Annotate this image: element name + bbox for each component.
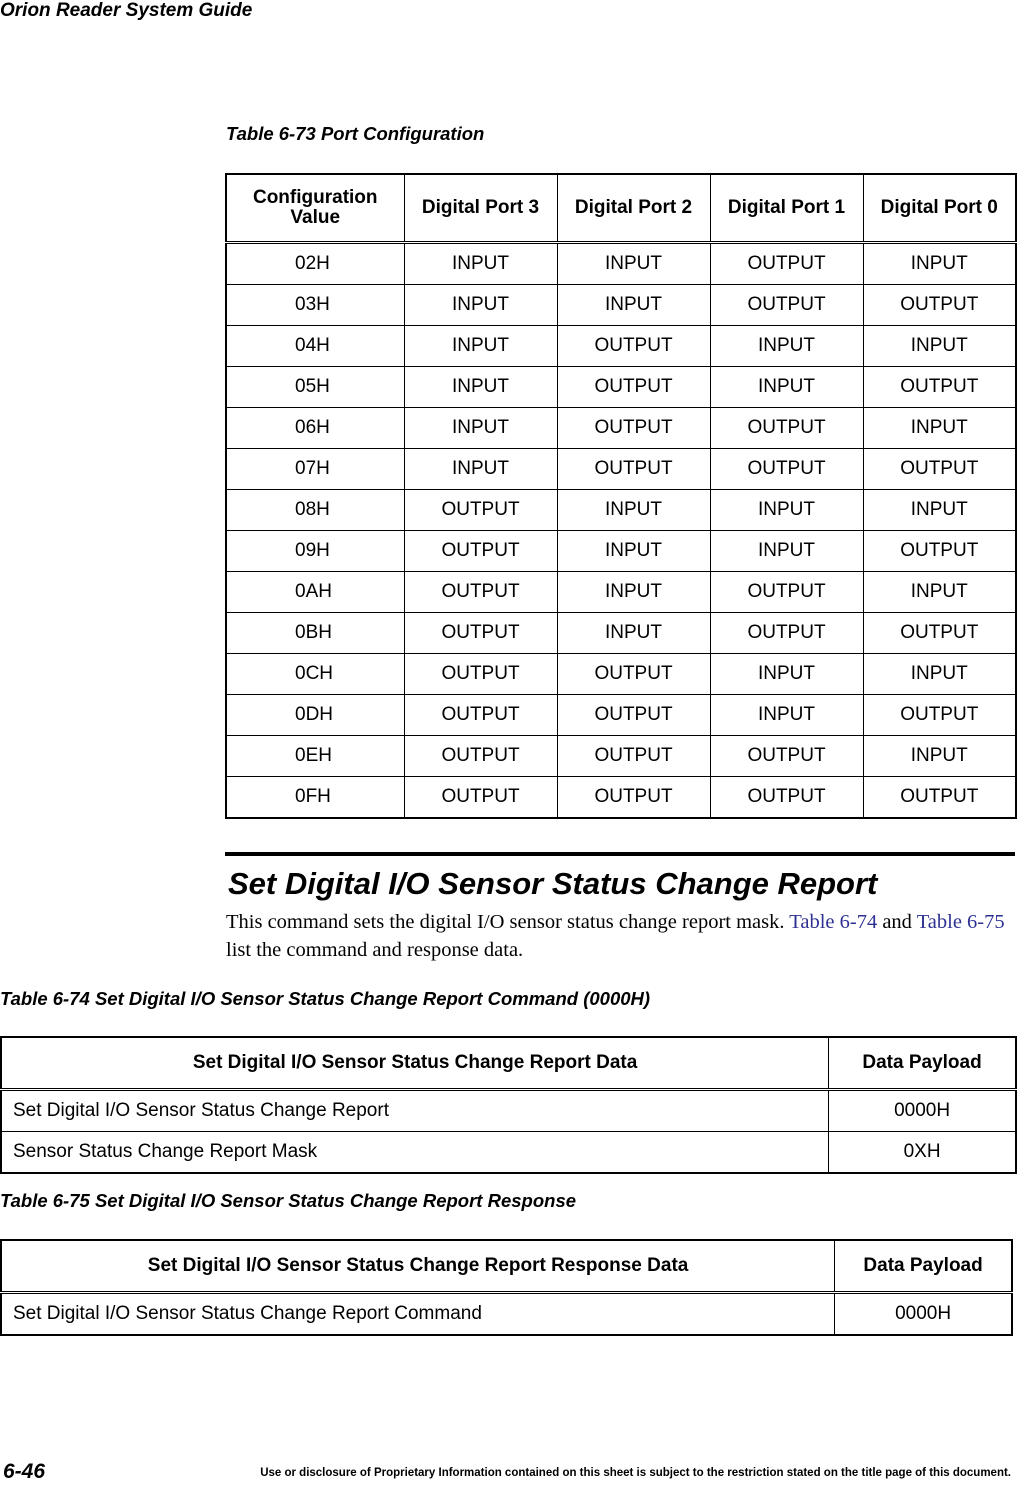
table-cell: 0AH xyxy=(226,572,404,613)
column-header: Data Payload xyxy=(829,1037,1016,1090)
table-cell: INPUT xyxy=(710,490,863,531)
table-row xyxy=(226,613,1016,654)
table-cell: INPUT xyxy=(557,613,710,654)
table-cell: OUTPUT xyxy=(404,736,557,777)
table-cell: 0000H xyxy=(835,1293,1012,1336)
table-cell: 02H xyxy=(295,253,330,274)
table-cell: OUTPUT xyxy=(404,490,557,531)
table-6-73-caption: Table 6-73 Port Configuration xyxy=(226,123,485,144)
table-cell: OUTPUT xyxy=(710,449,863,490)
column-header: Data Payload xyxy=(835,1240,1012,1293)
table-cell: OUTPUT xyxy=(557,736,710,777)
table-6-75-link[interactable]: Table 6-75 xyxy=(916,911,1005,933)
table-cell: OUTPUT xyxy=(710,613,863,654)
table-cell: OUTPUT xyxy=(557,777,710,819)
table-cell: OUTPUT xyxy=(863,285,1016,326)
column-header: Configuration Value xyxy=(226,174,404,243)
table-cell: OUTPUT xyxy=(863,449,1016,490)
table-cell: OUTPUT xyxy=(404,572,557,613)
table-cell: INPUT xyxy=(710,367,863,408)
table-row xyxy=(226,408,1016,449)
table-row xyxy=(226,285,1016,326)
table-6-75-caption: Table 6-75 Set Digital I/O Sensor Status Change Report Response xyxy=(0,1190,577,1211)
table-cell: INPUT xyxy=(710,695,863,736)
table-header-row xyxy=(1,1240,1012,1293)
table-cell: 0FH xyxy=(226,777,404,819)
table-cell: OUTPUT xyxy=(710,243,863,285)
table-cell: 07H xyxy=(226,449,404,490)
page-number: 6-46 xyxy=(3,1460,46,1483)
column-header: Digital Port 2 xyxy=(557,174,710,243)
table-cell: OUTPUT xyxy=(404,777,557,819)
section-divider xyxy=(225,852,1015,856)
table-cell: Set Digital I/O Sensor Status Change Report xyxy=(13,1100,389,1121)
table-row xyxy=(226,777,1016,819)
table-6-74-link[interactable]: Table 6-74 xyxy=(789,911,878,933)
table-cell: OUTPUT xyxy=(710,572,863,613)
table-cell: OUTPUT xyxy=(404,613,557,654)
table-cell: 05H xyxy=(226,367,404,408)
table-cell: 03H xyxy=(226,285,404,326)
body-text-segment: and xyxy=(877,911,917,933)
table-cell: INPUT xyxy=(863,654,1016,695)
table-row xyxy=(1,1293,1012,1336)
table-row xyxy=(226,367,1016,408)
table-cell: OUTPUT xyxy=(863,531,1016,572)
table-cell: INPUT xyxy=(404,449,557,490)
section-heading: Set Digital I/O Sensor Status Change Report xyxy=(228,866,878,901)
table-cell: INPUT xyxy=(863,408,1016,449)
table-cell: OUTPUT xyxy=(710,408,863,449)
proprietary-notice: Use or disclosure of Proprietary Information contained on this sheet is subject to the restriction stated on the title page of this document. xyxy=(260,1467,1011,1479)
table-cell: OUTPUT xyxy=(557,695,710,736)
table-cell: OUTPUT xyxy=(863,613,1016,654)
table-cell: INPUT xyxy=(404,243,557,285)
section-body-paragraph xyxy=(226,908,1011,964)
table-cell: INPUT xyxy=(863,572,1016,613)
column-header: Digital Port 1 xyxy=(710,174,863,243)
table-cell: OUTPUT xyxy=(404,695,557,736)
table-cell: OUTPUT xyxy=(557,449,710,490)
table-cell: OUTPUT xyxy=(557,326,710,367)
body-text-segment: list the command and response data. xyxy=(226,939,524,961)
table-cell: INPUT xyxy=(863,490,1016,531)
table-cell: OUTPUT xyxy=(557,654,710,695)
table-cell: OUTPUT xyxy=(404,531,557,572)
table-cell: INPUT xyxy=(557,285,710,326)
table-cell: INPUT xyxy=(404,408,557,449)
document-title: Orion Reader System Guide xyxy=(0,0,253,21)
table-cell: Sensor Status Change Report Mask xyxy=(1,1132,829,1174)
column-header: Digital Port 0 xyxy=(863,174,1016,243)
table-row xyxy=(226,695,1016,736)
table-cell: OUTPUT xyxy=(710,285,863,326)
table-cell: INPUT xyxy=(863,326,1016,367)
table-cell: OUTPUT xyxy=(557,367,710,408)
table-cell: 0EH xyxy=(226,736,404,777)
table-cell: 08H xyxy=(226,490,404,531)
table-cell: 0BH xyxy=(226,613,404,654)
table-cell: 0CH xyxy=(226,654,404,695)
table-cell: 09H xyxy=(226,531,404,572)
table-row xyxy=(226,326,1016,367)
table-cell: 0XH xyxy=(829,1132,1016,1174)
table-cell: OUTPUT xyxy=(710,777,863,819)
table-cell: 06H xyxy=(226,408,404,449)
table-cell: 04H xyxy=(226,326,404,367)
table-cell: INPUT xyxy=(557,490,710,531)
table-row xyxy=(226,654,1016,695)
table-cell: INPUT xyxy=(710,326,863,367)
table-row xyxy=(226,490,1016,531)
table-cell: OUTPUT xyxy=(863,695,1016,736)
table-cell: OUTPUT xyxy=(863,777,1016,819)
table-cell: INPUT xyxy=(710,531,863,572)
column-header: Set Digital I/O Sensor Status Change Report Data xyxy=(1,1037,829,1090)
table-row xyxy=(226,243,1016,285)
table-row xyxy=(1,1090,1016,1132)
table-cell: 0000H xyxy=(829,1090,1016,1132)
command-table xyxy=(0,1036,1017,1174)
table-6-74-caption: Table 6-74 Set Digital I/O Sensor Status Change Report Command (0000H) xyxy=(0,988,651,1009)
table-cell: Set Digital I/O Sensor Status Change Report Command xyxy=(13,1303,482,1324)
table-cell: OUTPUT xyxy=(404,654,557,695)
table-cell: INPUT xyxy=(863,243,1016,285)
table-cell: INPUT xyxy=(404,367,557,408)
table-cell: 0DH xyxy=(226,695,404,736)
column-header: Set Digital I/O Sensor Status Change Report Response Data xyxy=(1,1240,835,1293)
table-cell: OUTPUT xyxy=(710,736,863,777)
table-cell: INPUT xyxy=(710,654,863,695)
table-cell: INPUT xyxy=(404,326,557,367)
table-cell: OUTPUT xyxy=(557,408,710,449)
table-row xyxy=(226,572,1016,613)
response-table xyxy=(0,1239,1013,1336)
table-cell: INPUT xyxy=(404,285,557,326)
port-configuration-table xyxy=(225,173,1017,819)
table-cell: INPUT xyxy=(557,531,710,572)
table-row xyxy=(226,449,1016,490)
table-row xyxy=(226,736,1016,777)
table-cell: INPUT xyxy=(557,572,710,613)
table-cell: INPUT xyxy=(557,243,710,285)
table-cell: INPUT xyxy=(863,736,1016,777)
table-header-row xyxy=(1,1037,1016,1090)
table-header-row xyxy=(226,174,1016,243)
body-text-segment: This command sets the digital I/O sensor status change report mask. xyxy=(226,911,790,933)
table-row xyxy=(226,531,1016,572)
column-header: Digital Port 3 xyxy=(404,174,557,243)
table-row xyxy=(1,1132,1016,1174)
table-cell: OUTPUT xyxy=(863,367,1016,408)
